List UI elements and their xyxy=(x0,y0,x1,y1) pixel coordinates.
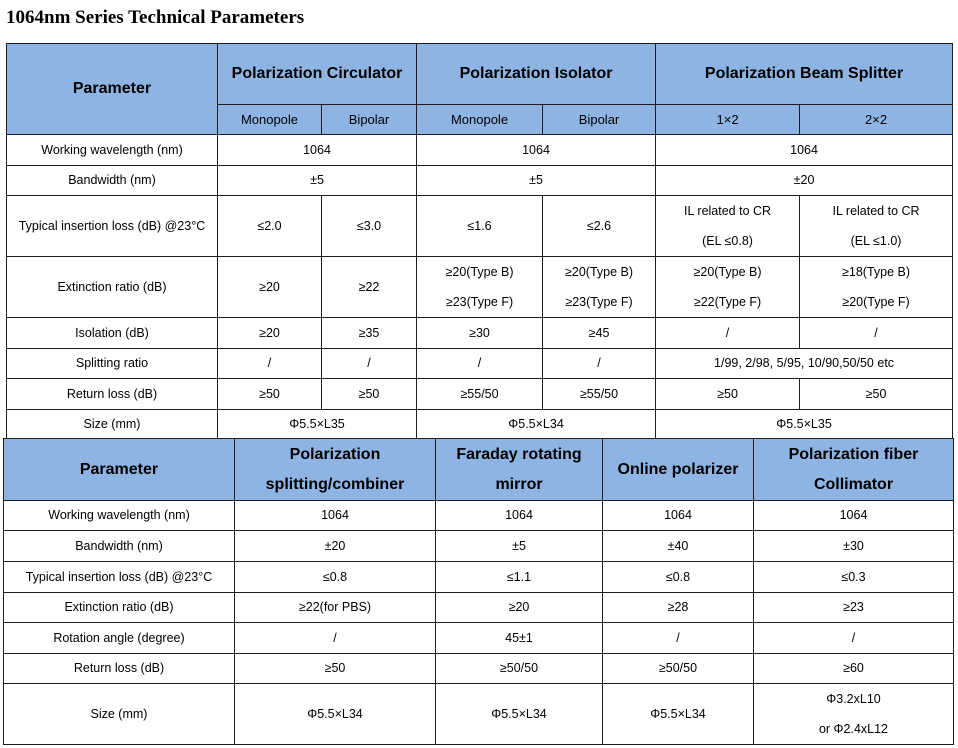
polarization-circulator-header: Polarization Circulator xyxy=(218,44,417,105)
row-label: Typical insertion loss (dB) @23°C xyxy=(4,562,235,593)
cell-line: IL related to CR xyxy=(832,204,920,218)
table-row xyxy=(7,257,953,318)
table-cell: ≥20 xyxy=(436,593,603,623)
header-line: mirror xyxy=(495,476,543,493)
row-label: Size (mm) xyxy=(7,410,218,440)
page-title: 1064nm Series Technical Parameters xyxy=(6,7,305,28)
table-cell: ≥55/50 xyxy=(543,379,656,410)
table-cell: ≤2.0 xyxy=(218,196,322,257)
subheader-cell: Monopole xyxy=(417,105,543,135)
header-line: Polarization xyxy=(289,446,381,463)
table-row xyxy=(7,379,953,410)
header-line: Polarization fiber xyxy=(788,446,919,463)
table-cell: ≤3.0 xyxy=(322,196,417,257)
table-row xyxy=(4,684,954,745)
polarization-beam-splitter-header: Polarization Beam Splitter xyxy=(656,44,953,105)
table-cell: 1064 xyxy=(417,135,656,166)
row-label: Return loss (dB) xyxy=(7,379,218,410)
row-label: Extinction ratio (dB) xyxy=(7,257,218,318)
table-cell: Φ5.5×L34 xyxy=(235,684,436,745)
table-cell xyxy=(656,257,800,318)
table-row xyxy=(7,135,953,166)
table-cell: / xyxy=(322,349,417,379)
table-cell: / xyxy=(603,623,754,654)
table-cell xyxy=(417,257,543,318)
table-cell: ≤1.6 xyxy=(417,196,543,257)
table-cell: 1/99, 2/98, 5/95, 10/90,50/50 etc xyxy=(656,349,953,379)
row-label: Bandwidth (nm) xyxy=(7,166,218,196)
table-cell xyxy=(800,257,953,318)
table-cell xyxy=(543,257,656,318)
row-label: Working wavelength (nm) xyxy=(4,501,235,531)
row-label: Typical insertion loss (dB) @23°C xyxy=(7,196,218,257)
table-cell: ≤0.3 xyxy=(754,562,954,593)
row-label: Return loss (dB) xyxy=(4,654,235,684)
row-label: Working wavelength (nm) xyxy=(7,135,218,166)
table-cell: ±40 xyxy=(603,531,754,562)
table-row xyxy=(7,196,953,257)
table-cell xyxy=(656,196,800,257)
online-polarizer-header: Online polarizer xyxy=(603,439,754,501)
table-cell: 1064 xyxy=(436,501,603,531)
table-cell: ≥50/50 xyxy=(436,654,603,684)
cell-line: ≥23(Type F) xyxy=(445,295,514,309)
header-line: Collimator xyxy=(813,476,894,493)
table-cell: ≤0.8 xyxy=(235,562,436,593)
row-label: Size (mm) xyxy=(4,684,235,745)
table-cell: ≥55/50 xyxy=(417,379,543,410)
polarization-isolator-header: Polarization Isolator xyxy=(417,44,656,105)
row-label: Isolation (dB) xyxy=(7,318,218,349)
table-cell: 1064 xyxy=(218,135,417,166)
table-cell: / xyxy=(417,349,543,379)
table-cell: Φ5.5×L34 xyxy=(603,684,754,745)
table-row xyxy=(4,562,954,593)
table-cell: ≥50 xyxy=(235,654,436,684)
table-cell: ≥22(for PBS) xyxy=(235,593,436,623)
table-cell: 45±1 xyxy=(436,623,603,654)
table-cell: ≥50 xyxy=(656,379,800,410)
table-cell: Φ5.5×L34 xyxy=(417,410,656,440)
table-cell: ≥30 xyxy=(417,318,543,349)
table-cell: Φ5.5×L34 xyxy=(436,684,603,745)
table-row xyxy=(4,623,954,654)
table-cell: / xyxy=(543,349,656,379)
table-cell: / xyxy=(235,623,436,654)
table-cell: ≥50 xyxy=(322,379,417,410)
table-cell: ±20 xyxy=(656,166,953,196)
table-cell: 1064 xyxy=(656,135,953,166)
table-cell: ≥50 xyxy=(218,379,322,410)
table-row xyxy=(7,349,953,379)
table-cell: 1064 xyxy=(754,501,954,531)
table-cell: ≥50 xyxy=(800,379,953,410)
table-cell: / xyxy=(218,349,322,379)
spec-table-2 xyxy=(3,438,954,745)
cell-line: or Φ2.4xL12 xyxy=(818,722,889,736)
cell-line: Φ3.2xL10 xyxy=(826,692,881,706)
cell-line: ≥23(Type F) xyxy=(565,295,633,309)
subheader-cell: Bipolar xyxy=(322,105,417,135)
table-row xyxy=(4,501,954,531)
table-cell xyxy=(800,196,953,257)
table-cell: ≤0.8 xyxy=(603,562,754,593)
table-cell: ≥20 xyxy=(218,257,322,318)
subheader-cell: Bipolar xyxy=(543,105,656,135)
table-cell: Φ5.5×L35 xyxy=(656,410,953,440)
table-cell: ±20 xyxy=(235,531,436,562)
polarization-fiber-collimator-header xyxy=(754,439,954,501)
cell-line: ≥20(Type B) xyxy=(565,265,634,279)
cell-line: (EL ≤1.0) xyxy=(850,234,902,248)
spec-table-1 xyxy=(6,43,953,440)
table-cell: ≤2.6 xyxy=(543,196,656,257)
cell-line: ≥20(Type B) xyxy=(445,265,514,279)
parameter-header: Parameter xyxy=(7,44,218,135)
table-row xyxy=(4,531,954,562)
table-cell: ±30 xyxy=(754,531,954,562)
table-row xyxy=(7,410,953,440)
table-cell: ±5 xyxy=(218,166,417,196)
table-cell: ±5 xyxy=(417,166,656,196)
table-row xyxy=(7,166,953,196)
subheader-cell: 2×2 xyxy=(800,105,953,135)
cell-line: (EL ≤0.8) xyxy=(702,234,753,248)
faraday-rotating-mirror-header xyxy=(436,439,603,501)
table-cell: ≥28 xyxy=(603,593,754,623)
table-cell: ±5 xyxy=(436,531,603,562)
header-line: Faraday rotating xyxy=(456,446,582,463)
table-cell: 1064 xyxy=(235,501,436,531)
table-cell xyxy=(754,684,954,745)
row-label: Rotation angle (degree) xyxy=(4,623,235,654)
subheader-cell: Monopole xyxy=(218,105,322,135)
table-cell: ≥50/50 xyxy=(603,654,754,684)
row-label: Splitting ratio xyxy=(7,349,218,379)
row-label: Extinction ratio (dB) xyxy=(4,593,235,623)
header-line: splitting/combiner xyxy=(265,476,405,493)
polarization-splitting-combiner-header xyxy=(235,439,436,501)
cell-line: ≥18(Type B) xyxy=(842,265,911,279)
table-cell: ≥60 xyxy=(754,654,954,684)
cell-line: ≥20(Type F) xyxy=(842,295,910,309)
table-cell: 1064 xyxy=(603,501,754,531)
table-cell: ≥45 xyxy=(543,318,656,349)
table-cell: ≥23 xyxy=(754,593,954,623)
subheader-cell: 1×2 xyxy=(656,105,800,135)
table-cell: ≤1.1 xyxy=(436,562,603,593)
table-cell: ≥20 xyxy=(218,318,322,349)
cell-line: IL related to CR xyxy=(683,204,772,218)
table-row xyxy=(4,593,954,623)
table-cell: ≥35 xyxy=(322,318,417,349)
table-cell: ≥22 xyxy=(322,257,417,318)
parameter-header: Parameter xyxy=(4,439,235,501)
table-row xyxy=(4,654,954,684)
row-label: Bandwidth (nm) xyxy=(4,531,235,562)
table-cell: Φ5.5×L35 xyxy=(218,410,417,440)
table-row xyxy=(7,318,953,349)
table-cell: / xyxy=(800,318,953,349)
cell-line: ≥20(Type B) xyxy=(693,265,762,279)
table-cell: / xyxy=(656,318,800,349)
cell-line: ≥22(Type F) xyxy=(693,295,762,309)
table-cell: / xyxy=(754,623,954,654)
